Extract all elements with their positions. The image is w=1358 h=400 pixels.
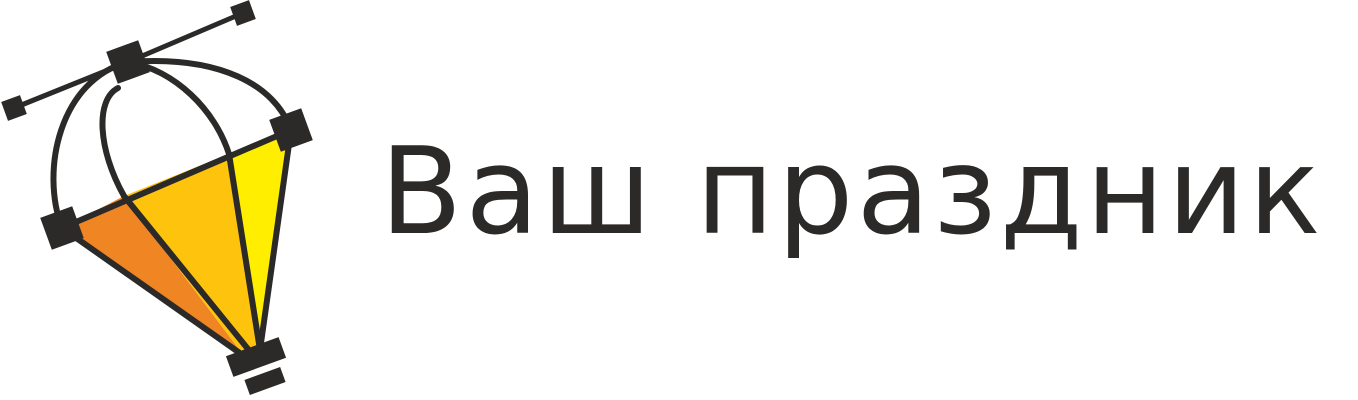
hot-air-balloon-bezier-icon — [0, 0, 330, 400]
balloon-inner-seam — [102, 88, 124, 196]
balloon-middle-seam — [128, 62, 229, 154]
anchor-left — [40, 206, 84, 250]
handle-line-right — [128, 13, 243, 62]
handle-end-right — [230, 0, 256, 26]
brand-name: Ваш праздник — [380, 123, 1324, 262]
handle-line-left — [14, 62, 128, 108]
anchor-top — [106, 40, 150, 84]
basket-bottom — [244, 367, 285, 395]
handle-end-left — [1, 95, 27, 121]
